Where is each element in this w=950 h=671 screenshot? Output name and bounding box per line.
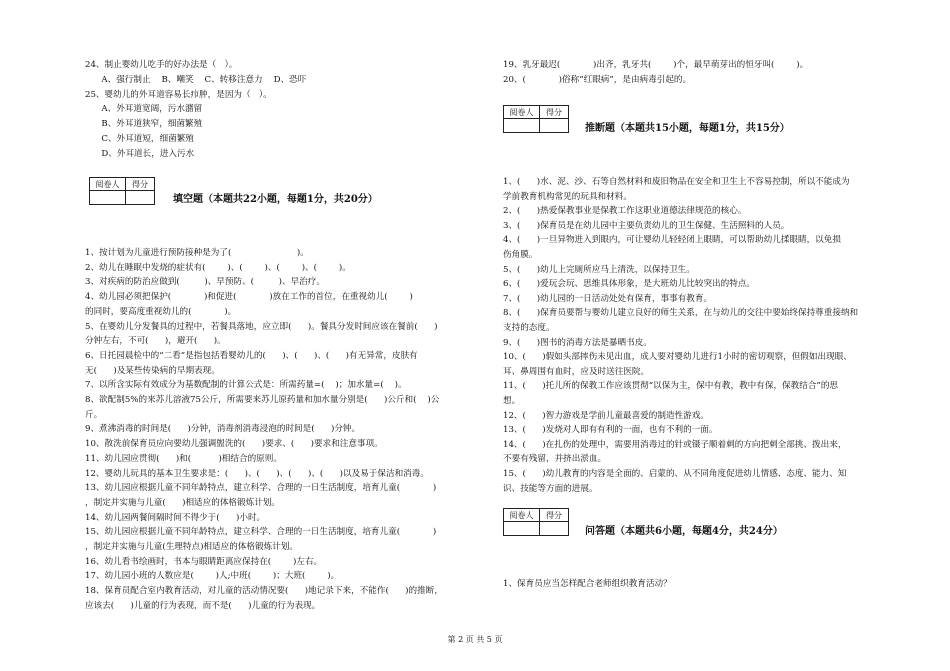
text-line: 24、制止婴幼儿吃手的好办法是（ ）。: [85, 60, 238, 70]
text-line: 想。: [503, 396, 521, 406]
text-line: 2、( )热爱保教事业是保教工作这职业道德法律规范的核心。: [503, 206, 747, 217]
text-line: 13、( )发烧对人即有有利的一面，也有不利的一面。: [503, 425, 718, 436]
text-line: 不要有残留，并挤出淤血。: [503, 454, 607, 465]
text-line: 耳、鼻周围有血时，应及时送往医院。: [503, 366, 650, 377]
text-line: 3、( )保育员是在幼儿园中主要负责幼儿的卫生保健、生活照料的人员。: [503, 220, 790, 231]
text-line: 19、乳牙最迟( )出齐，乳牙共( )个，最早萌芽出的恒牙叫( )。: [503, 60, 809, 70]
score-box-fill: [89, 177, 155, 205]
reviewer-label: 阅卷人: [504, 106, 540, 119]
text-line: 11、幼儿园应贯彻( )和( )相结合的原则。: [85, 453, 282, 464]
text-line: 分钟左右，不可( )，避开( )。: [85, 336, 226, 347]
text-line: 伤角膜。: [503, 250, 538, 260]
text-line: 14、幼儿园两餐间隔时间不得少于( )小时。: [85, 512, 266, 523]
text-line: 14、( )在扎伤的处理中，需要用消毒过的针或镊子顺着刺的方向把刺全部挑、拨出来，: [503, 439, 847, 450]
text-line: 15、( )幼儿教育的内容是全面的、启蒙的、从不同角度促进幼儿情感、态度、能力、知: [503, 469, 847, 479]
text-line: 12、( )智力游戏是学前儿童最喜爱的制造性游戏。: [503, 410, 709, 421]
section-title-fill: 填空题（本题共22小题，每题1分，共20分）: [173, 194, 378, 205]
text-line: 2、幼儿在睡眠中发烧的症状有( )、( )、( )、( )。: [85, 262, 351, 273]
text-line: 识、技能等方面的进展。: [503, 483, 598, 494]
text-line: 1、保育员应当怎样配合老师组织教育活动？: [503, 579, 672, 589]
text-line: 15、幼儿园应根据儿童不同年龄特点，建立科学、合理的一日生活制度，培育儿童( ): [85, 527, 437, 538]
text-line: 6、日托园晨检中的“二看”是指包括看婴幼儿的( )、( )、( )有无异常，皮肤有: [85, 350, 418, 361]
text-line: 25、婴幼儿的外耳道容易长疖肿，是因为（ ）。: [85, 89, 272, 100]
score-cell: [540, 119, 568, 132]
text-line: 11、( )托儿所的保教工作应该贯彻“以保为主，保中有教，教中有保，保教结合”的思: [503, 381, 839, 392]
section-title-qa: 问答题（本题共6小题，每题4分，共24分）: [585, 526, 783, 537]
score-box-qa: [503, 508, 569, 536]
text-line: 7、( )幼儿园的一日活动处处有保育，事事有教育。: [503, 293, 713, 304]
score-box-judge: [503, 105, 569, 133]
text-line: 10、散洗前保育员应向要幼儿强调盥洗的( )要求、( )要求和注意事项。: [85, 439, 383, 450]
text-line: 12、婴幼儿玩具的基本卫生要求是：( )、( )、( )、( )以及易于保洁和消毒。: [85, 468, 429, 479]
text-line: 3、对疾病的防治应做到( )、早预防、( )、早治疗。: [85, 277, 325, 288]
score-label: 得分: [540, 106, 568, 119]
text-line: 18、保育员配合室内教育活动，对儿童的活动情况要( )地记录下来，不能作( )的推断，: [85, 586, 443, 597]
text-line: 1、按计划为儿童进行预防接种是为了( )。: [85, 248, 309, 258]
page-footer: 第 2 页 共 5 页: [447, 635, 503, 644]
text-line: 5、在婴幼儿分发餐具的过程中，若餐具落地，应立即( )。餐具分发时间应该在餐前( ): [85, 321, 438, 332]
text-line: 16、幼儿看书绘画时，书本与眼睛距离应保持在( )左右。: [85, 556, 323, 567]
text-line: 应该去( )儿童的行为表现，而不是( )儿童的行为表现。: [85, 600, 321, 611]
section-title-judge: 推断题（本题共15小题，每题1分，共15分）: [585, 123, 790, 134]
text-line: 斤。: [85, 409, 103, 420]
text-line: 17、幼儿园小班的人数应是( )人;中班( )；大班( )。: [85, 571, 340, 582]
text-line: ，制定并实施与儿童(生理特点)相适应的体格锻炼计划。: [85, 542, 298, 552]
text-line: D、外耳道长，进入污水: [85, 148, 195, 159]
text-line: 学前教育机构常见的玩具和材料。: [503, 191, 632, 202]
text-line: 20、( )俗称“红眼病”，是由病毒引起的。: [503, 74, 692, 85]
text-line: 无( )及某些传染病的早期表现。: [85, 365, 220, 376]
score-cell: [540, 522, 568, 535]
reviewer-cell: [504, 119, 540, 132]
score-label: 得分: [126, 178, 154, 191]
text-line: 13、幼儿园应根据儿童不同年龄特点，建立科学、合理的一日生活制度，培育儿童( ): [85, 483, 437, 494]
score-label: 得分: [540, 509, 568, 522]
text-line: 9、( )图书的消毒方法是暴晒书皮。: [503, 337, 652, 348]
reviewer-cell: [504, 522, 540, 535]
text-line: B、外耳道狭窄，细菌繁殖: [85, 119, 203, 130]
text-line: 1、( )水、泥、沙、石等自然材料和废旧物品在安全和卫生上不容易控制，所以不能成为: [503, 177, 850, 187]
text-line: 8、欲配制5%的来苏儿溶液75公斤，所需要来苏儿原药量和加水量分别是( )公斤和( )公: [85, 395, 440, 405]
text-line: 5、( )幼儿上完厕所应马上清洗，以保持卫生。: [503, 264, 695, 275]
reviewer-label: 阅卷人: [504, 509, 540, 522]
text-line: 6、( )爱玩会玩、思维具体形象，是大班幼儿比较突出的特点。: [503, 279, 756, 290]
text-line: 8、( )保育员要帮与婴幼儿建立良好的师生关系，在与幼儿的交往中要始终保持尊重接纳和: [503, 308, 859, 319]
text-line: ，制定并实施与儿童( )相适应的体格锻炼计划。: [85, 497, 280, 508]
text-line: 4、( )一旦异物进入到眼内，可让婴幼儿轻轻闭上眼睛，可以帮助幼儿揉眼睛，以免损: [503, 235, 841, 246]
text-line: 10、( )假如头部摔伤未见出血，成人要对婴幼儿进行1小时的密切观察，但假如出现眼、: [503, 352, 852, 363]
text-line: 4、幼儿园必须把保护( )和促进( )放在工作的首位，在重视幼儿( ): [85, 292, 413, 303]
text-line: A、外耳道宽阔，污水潴留: [85, 104, 203, 115]
score-cell: [126, 191, 154, 204]
reviewer-cell: [90, 191, 126, 204]
text-line: C、外耳道短，细菌繁殖: [85, 134, 194, 144]
text-line: 7、以所含实际有效成分为基数配制的计算公式是：所需药量=( )；加水量=( )。: [85, 380, 407, 391]
text-line: A、强行制止 B、嘲笑 C、转移注意力 D、恐吓: [85, 74, 307, 85]
reviewer-label: 阅卷人: [90, 178, 126, 191]
text-line: 9、煮沸消毒的时间是( )分钟，消毒剂消毒浸泡的时间是( )分钟。: [85, 424, 361, 435]
text-line: 支持的态度。: [503, 323, 555, 333]
text-line: 的同时，要高度重视幼儿的( )。: [85, 306, 237, 317]
